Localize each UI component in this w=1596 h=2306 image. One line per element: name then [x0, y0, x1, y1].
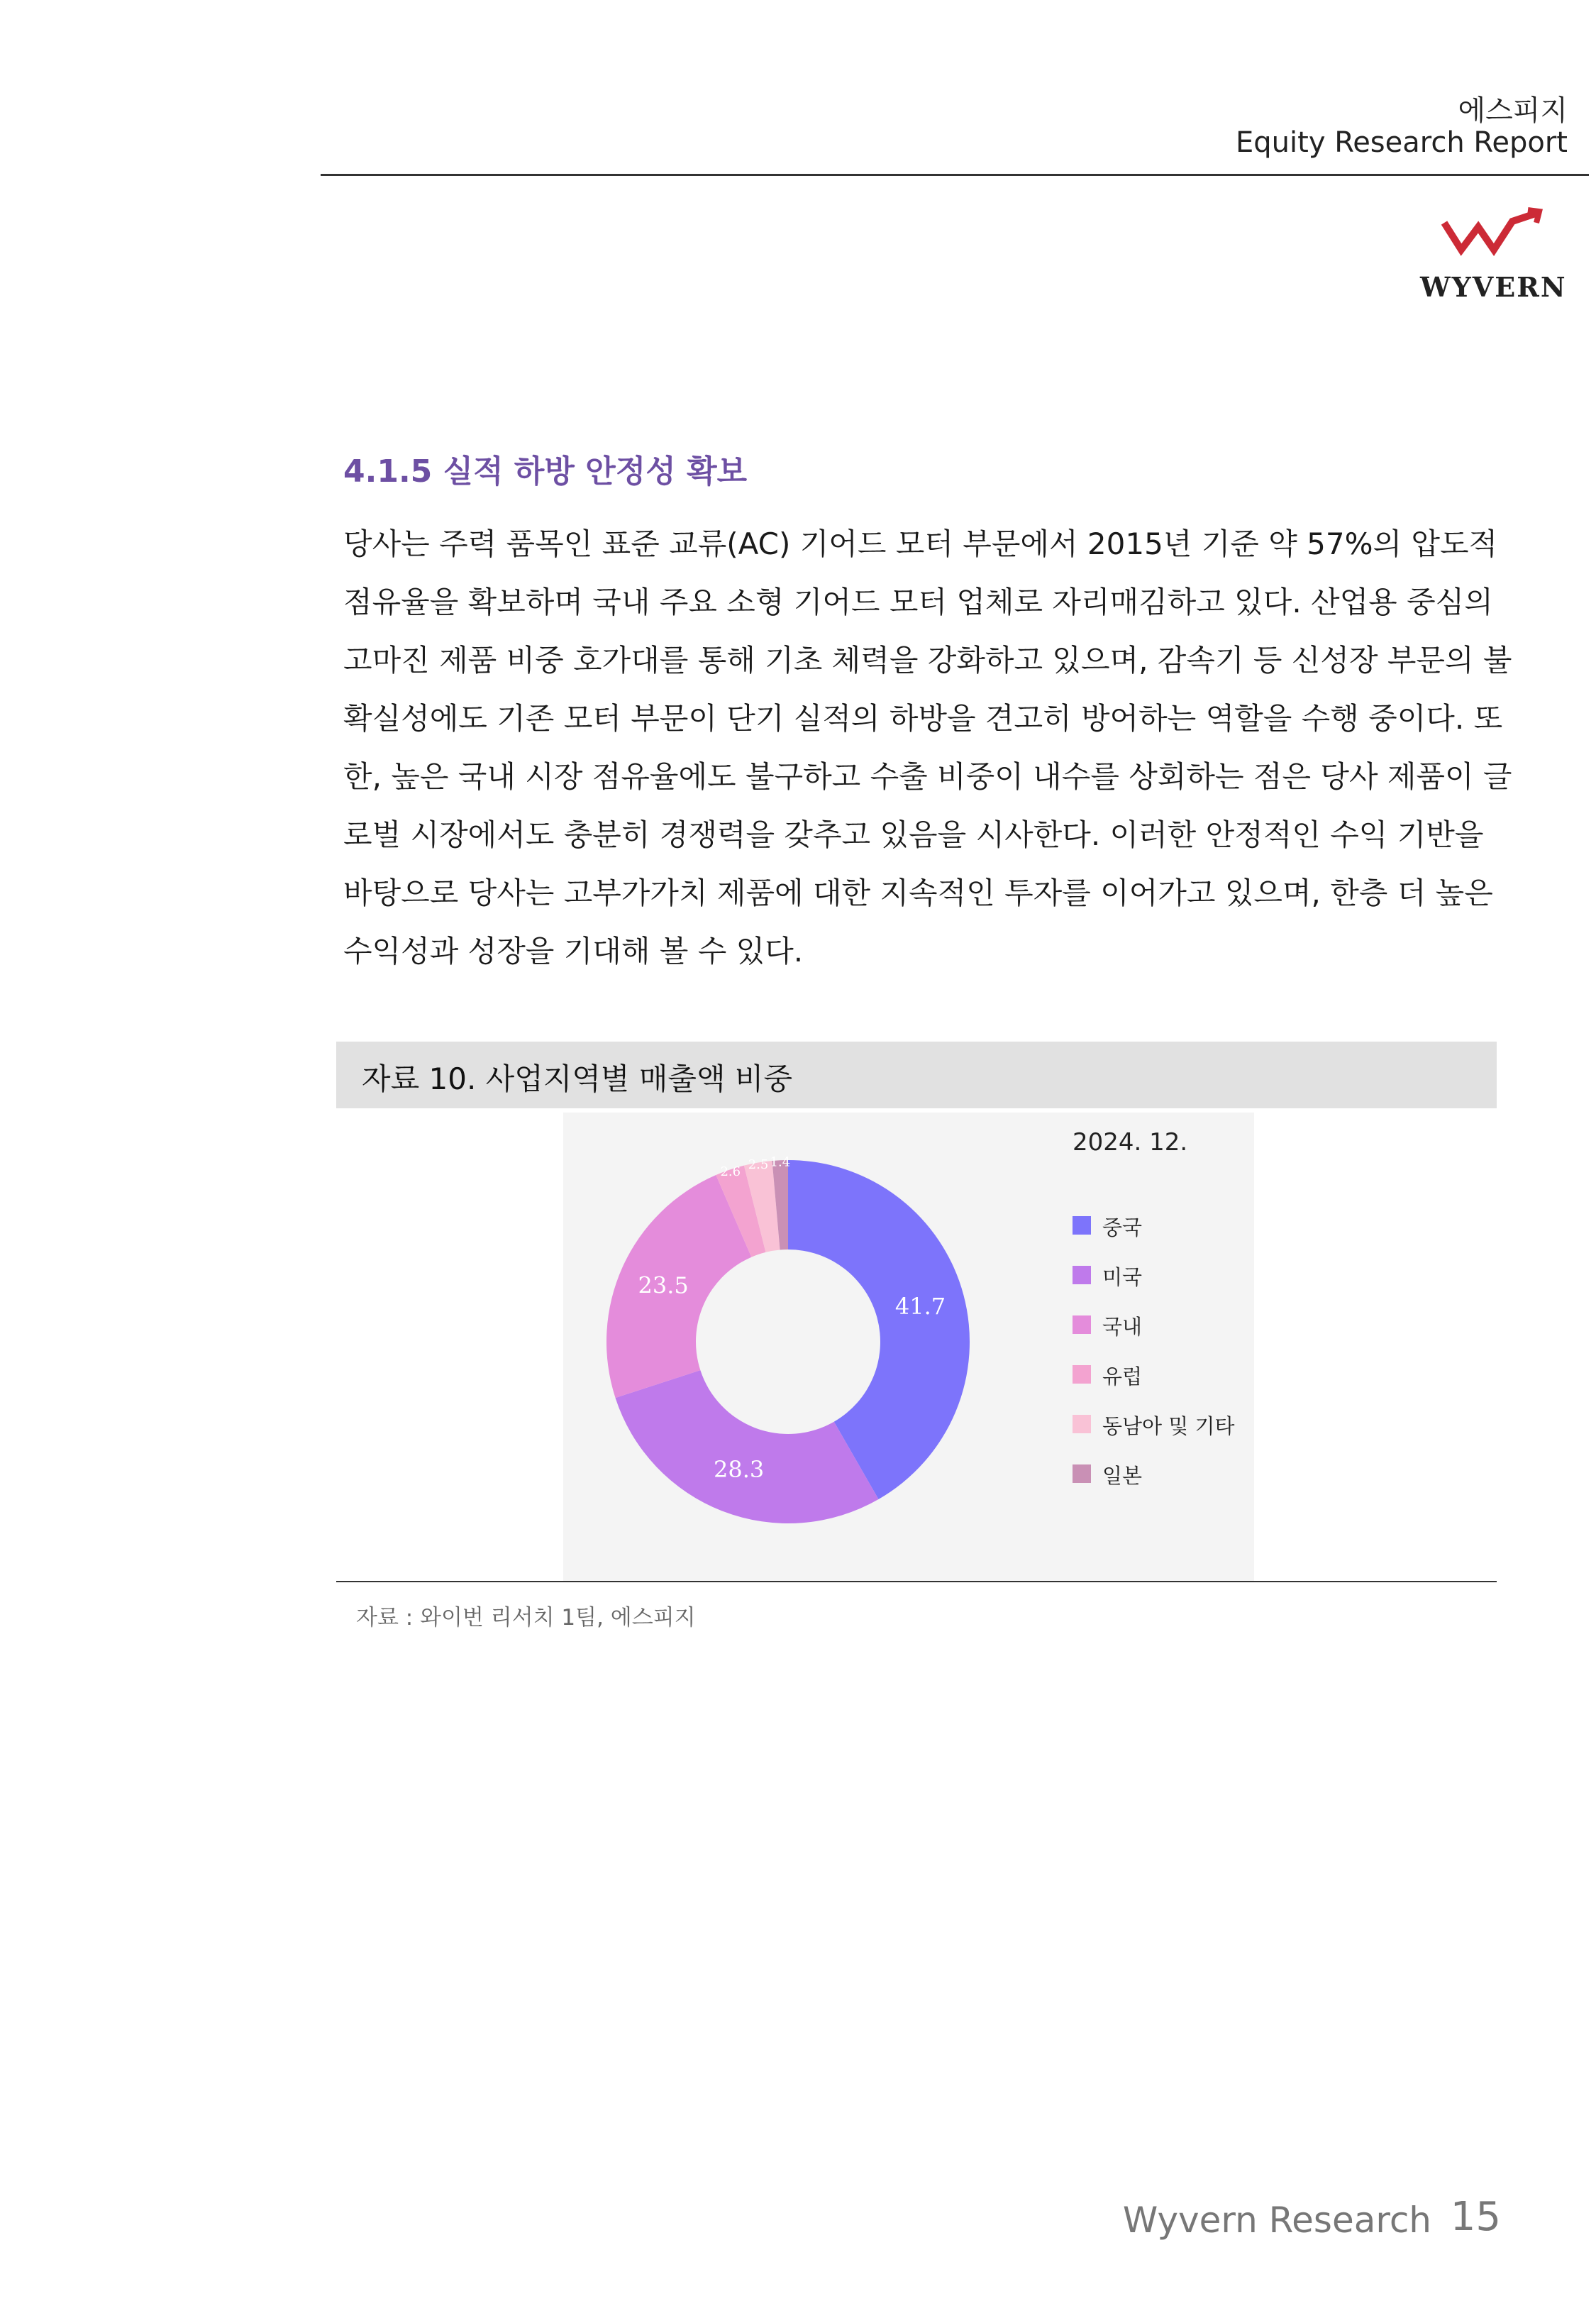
legend-label: 유럽 [1102, 1364, 1143, 1389]
legend-swatch [1073, 1216, 1091, 1235]
legend-label: 중국 [1102, 1215, 1143, 1240]
legend-swatch [1073, 1415, 1091, 1433]
section-body: 당사는 주력 품목인 표준 교류(AC) 기어드 모터 부문에서 2015년 기준 약 57%의 압도적 점유율을 확보하며 국내 주요 소형 기어드 모터 업체로 자리매김하고 있다. 산업용 중심의 고마진 제품 비중 호가대를 통해 기초 체력을 강화하고 있으며, 감속기 등 신성장 부문의 불확실성에도 기존 모터 부문이 단기 실적의 하방을 견고히 방어하는 역할을 수행 중이다. 또한, 높은 국내 시장 점유율에도 불구하고 수출 비중이 내수를 상회하는 점은 당사 제품이 글로벌 시장에서도 충분히 경쟁력을 갖추고 있음을 시사한다. 이러한 안정적인 수익 기반을 바탕으로 당사는 고부가가치 제품에 대한 지속적인 투자를 이어가고 있으며, 한층 더 높은 수익성과 성장을 기대해 볼 수 있다. [343, 526, 1512, 969]
header-report-type: Equity Research Report [1236, 126, 1568, 159]
legend-swatch [1073, 1266, 1091, 1284]
donut-data-label: 28.3 [714, 1456, 765, 1484]
donut-data-label: 23.5 [638, 1271, 689, 1299]
donut-data-label: 1.4 [770, 1154, 791, 1170]
logo-text: WYVERN [1420, 271, 1567, 303]
donut-chart [563, 1113, 1254, 1582]
section-title: 4.1.5 실적 하방 안정성 확보 [343, 453, 748, 490]
figure-title-bar [336, 1042, 1497, 1108]
legend-label: 동남아 및 기타 [1102, 1414, 1235, 1438]
donut-data-label: 41.7 [894, 1293, 946, 1320]
figure-rule [336, 1581, 1497, 1582]
chart-panel [563, 1113, 1254, 1582]
header-company: 에스피지 [1458, 94, 1568, 127]
donut-data-label: 2.5 [748, 1157, 769, 1172]
header-rule [321, 174, 1589, 176]
legend-label: 국내 [1102, 1315, 1143, 1339]
footer-brand: Wyvern Research [1122, 2200, 1431, 2241]
page-number: 15 [1450, 2194, 1501, 2240]
legend-swatch [1073, 1464, 1091, 1483]
figure-title: 자료 10. 사업지역별 매출액 비중 [362, 1061, 793, 1096]
donut-slice-미국 [616, 1370, 879, 1523]
figure-source: 자료 : 와이번 리서치 1팀, 에스피지 [356, 1605, 696, 1631]
legend-label: 미국 [1102, 1265, 1143, 1289]
legend-label: 일본 [1102, 1464, 1143, 1488]
legend-swatch [1073, 1365, 1091, 1384]
wyvern-logo [1420, 206, 1567, 305]
legend-swatch [1073, 1315, 1091, 1334]
chart-subtitle: 2024. 12. [1073, 1128, 1188, 1157]
wyvern-logo-icon [1434, 206, 1548, 263]
donut-data-label: 2.6 [720, 1164, 741, 1179]
